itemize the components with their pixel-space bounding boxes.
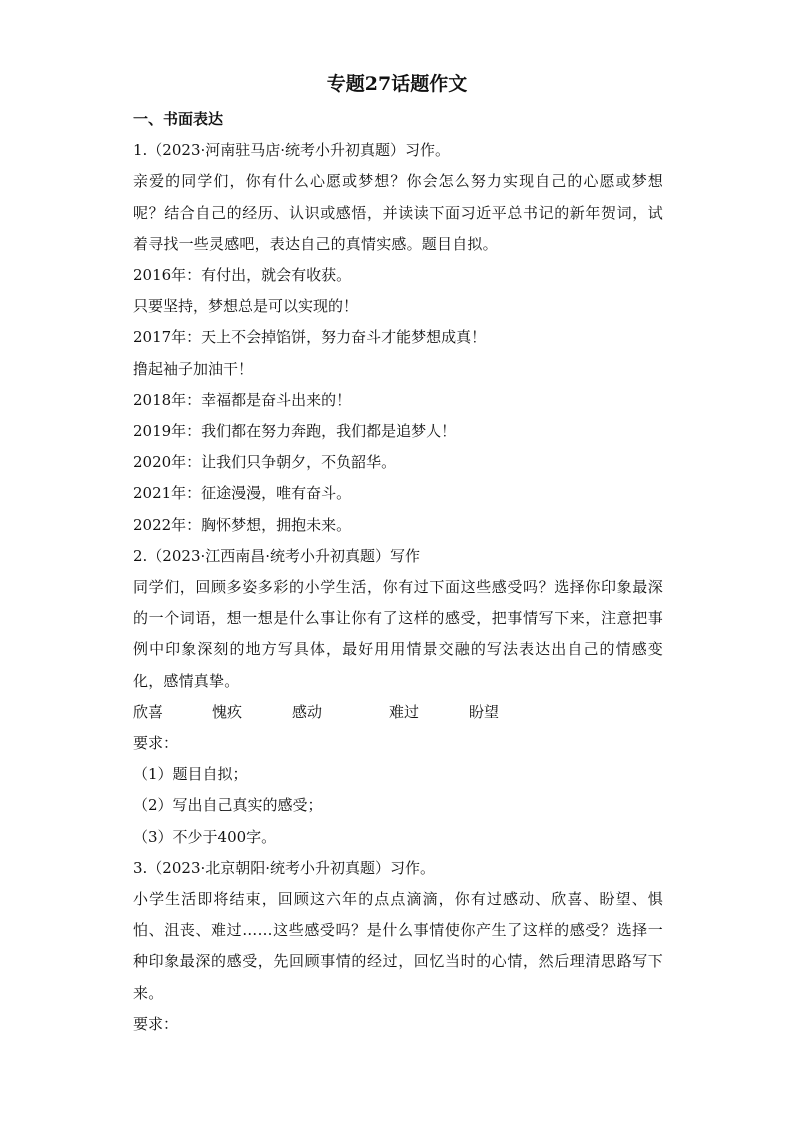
word-options	[133, 697, 663, 728]
word-option: 欣喜	[133, 702, 164, 721]
quote-line: 2019年：我们都在努力奔跑，我们都是追梦人！	[133, 422, 457, 441]
question-1-body: 亲爱的同学们，你有什么心愿或梦想？你会怎么努力实现自己的心愿或梦想呢？结合自己的经历、认识或感悟，并读读下面习近平总书记的新年贺词，试着寻找一些灵感吧，表达自己的真情实感。题目自拟。	[133, 172, 663, 253]
section-heading: 一、书面表达	[133, 110, 224, 128]
requirement-item: （1）题目自拟；	[133, 765, 248, 784]
requirements-label: 要求：	[133, 734, 179, 753]
question-2-body: 同学们，回顾多姿多彩的小学生活，你有过下面这些感受吗？选择你印象最深的一个词语，想一想是什么事让你有了这样的感受，把事情写下来，注意把事例中印象深刻的地方写具体，最好用用情景交融的写法表达出自己的情感变化，感情真挚。	[133, 578, 663, 690]
requirement-item: （3）不少于400字。	[133, 827, 277, 846]
quote-line: 2022年：胸怀梦想，拥抱未来。	[133, 515, 352, 534]
requirement-item: （2）写出自己真实的感受；	[133, 796, 323, 815]
word-option: 感动	[292, 702, 323, 721]
requirements-label: 要求：	[133, 1014, 179, 1033]
word-option: 盼望	[469, 702, 500, 721]
question-3-body: 小学生活即将结束，回顾这六年的点点滴滴，你有过感动、欣喜、盼望、惧怕、沮丧、难过……这些感受吗？是什么事情使你产生了这样的感受？选择一种印象最深的感受，先回顾事情的经过，回忆当时的心情，然后理清思路写下来。	[133, 890, 663, 1002]
page-title: 专题27话题作文	[326, 73, 468, 95]
quote-line: 只要坚持，梦想总是可以实现的！	[133, 297, 359, 316]
quote-line: 2016年：有付出，就会有收获。	[133, 266, 352, 285]
quote-line: 2017年：天上不会掉馅饼，努力奋斗才能梦想成真！	[133, 328, 487, 347]
question-3-header: 3.（2023·北京朝阳·统考小升初真题）习作。	[133, 858, 436, 877]
quote-line: 2018年：幸福都是奋斗出来的！	[133, 390, 352, 409]
word-option: 愧疚	[212, 702, 243, 721]
question-2-header: 2.（2023·江西南昌·统考小升初真题）写作	[133, 546, 421, 565]
document-body	[133, 104, 663, 1040]
question-1-header: 1.（2023·河南驻马店·统考小升初真题）习作。	[133, 141, 451, 160]
word-option: 难过	[389, 702, 420, 721]
quote-line: 2020年：让我们只争朝夕，不负韶华。	[133, 453, 397, 472]
quote-line: 撸起袖子加油干！	[133, 359, 254, 378]
quote-line: 2021年：征途漫漫，唯有奋斗。	[133, 484, 352, 503]
